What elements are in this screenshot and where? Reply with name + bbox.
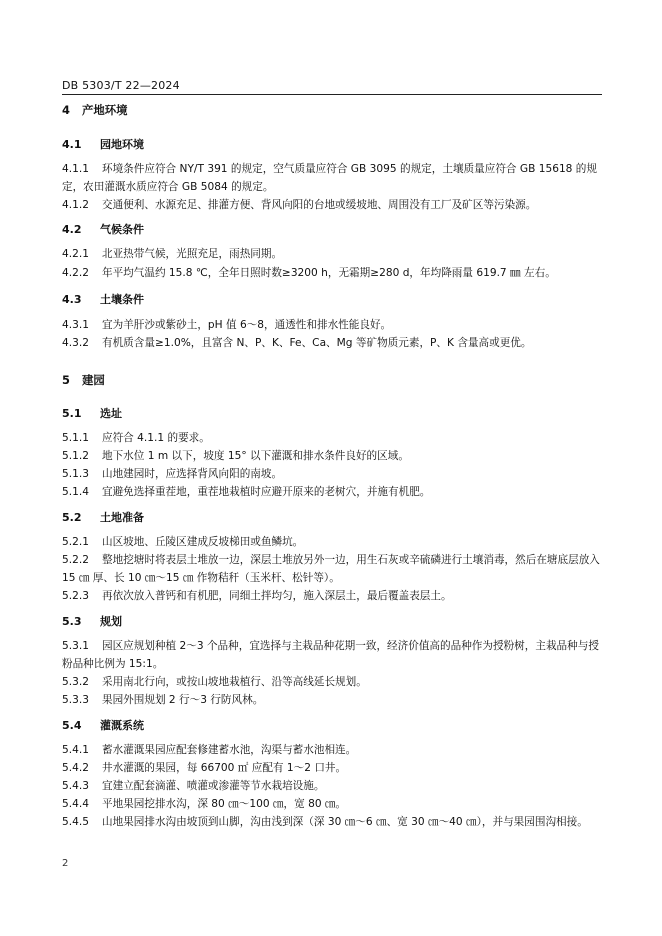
clause-paragraph: [62, 551, 602, 587]
clause-number: 4.1.2: [62, 199, 89, 211]
section-title: 产地环境: [82, 103, 128, 117]
clause-paragraph: [62, 334, 602, 352]
subsection-heading: [62, 613, 602, 631]
clause-number: 5.1.3: [62, 468, 89, 480]
clause-text: 宜避免选择重茬地，重茬地栽植时应避开原来的老树穴，并施有机肥。: [102, 486, 431, 498]
subsection-heading: [62, 717, 602, 735]
subsection-number: 5.4: [62, 719, 82, 732]
clause-text: 有机质含量≥1.0%，且富含 N、P、K、Fe、Ca、Mg 等矿物质元素，P、K 含量高或更优。: [102, 337, 532, 349]
clause-paragraph: [62, 429, 602, 447]
clause-text: 蓄水灌溉果园应配套修建蓄水池，沟渠与蓄水池相连。: [102, 744, 357, 756]
clause-number: 5.4.5: [62, 816, 89, 828]
clause-paragraph: [62, 795, 602, 813]
clause-number: 5.1.4: [62, 486, 89, 498]
clause-paragraph: [62, 759, 602, 777]
clause-paragraph: [62, 637, 602, 673]
clause-text: 宜建立配套滴灌、喷灌或渗灌等节水栽培设施。: [102, 780, 325, 792]
clause-text: 井水灌溉的果园，每 66700 ㎡ 应配有 1～2 口井。: [102, 762, 347, 774]
subsection-heading: [62, 509, 602, 527]
clause-number: 5.3.3: [62, 694, 89, 706]
clause-text: 应符合 4.1.1 的要求。: [102, 432, 210, 444]
subsection-number: 4.3: [62, 293, 82, 306]
subsection-title: 灌溉系统: [100, 719, 144, 732]
clause-number: 5.4.2: [62, 762, 89, 774]
section-number: 4: [62, 103, 70, 117]
subsection-title: 规划: [100, 615, 122, 628]
clause-paragraph: [62, 691, 602, 709]
subsection-number: 5.1: [62, 407, 82, 420]
clause-paragraph: [62, 160, 602, 196]
clause-number: 4.1.1: [62, 163, 89, 175]
clause-number: 5.1.2: [62, 450, 89, 462]
clause-text: 采用南北行向，或按山坡地栽植行、沿等高线延长规划。: [102, 676, 367, 688]
section-heading: [62, 371, 602, 389]
clause-number: 5.2.2: [62, 554, 89, 566]
clause-number: 5.4.4: [62, 798, 89, 810]
clause-text: 宜为羊肝沙或紫砂土，pH 值 6～8，通透性和排水性能良好。: [102, 319, 392, 331]
clause-text: 山地果园排水沟由坡顶到山脚，沟由浅到深（深 30 ㎝～6 ㎝、宽 30 ㎝～40 ㎝），并与果园围沟相接。: [102, 816, 588, 828]
clause-paragraph: [62, 447, 602, 465]
clause-paragraph: [62, 483, 602, 501]
section-heading: [62, 101, 602, 119]
clause-paragraph: [62, 587, 602, 605]
section-number: 5: [62, 373, 70, 387]
subsection-title: 土地准备: [100, 511, 144, 524]
subsection-title: 园地环境: [100, 138, 144, 151]
clause-text: 山地建园时，应选择背风向阳的南坡。: [102, 468, 283, 480]
clause-paragraph: [62, 196, 602, 214]
clause-paragraph: [62, 316, 602, 334]
clause-text: 山区坡地、丘陵区建成反坡梯田或鱼鳞坑。: [102, 536, 304, 548]
subsection-title: 气候条件: [100, 223, 144, 236]
subsection-heading: [62, 136, 602, 154]
clause-paragraph: [62, 245, 602, 263]
subsection-number: 5.2: [62, 511, 82, 524]
clause-text: 园区应规划种植 2～3 个品种，宜选择与主栽品种花期一致，经济价值高的品种作为授粉树，主栽品种与授粉品种比例为 15:1。: [62, 640, 599, 670]
clause-paragraph: [62, 777, 602, 795]
clause-number: 4.2.2: [62, 267, 89, 279]
subsection-number: 4.1: [62, 138, 82, 151]
clause-paragraph: [62, 264, 602, 282]
clause-number: 5.2.3: [62, 590, 89, 602]
clause-paragraph: [62, 813, 602, 831]
subsection-heading: [62, 221, 602, 239]
clause-paragraph: [62, 533, 602, 551]
standard-number-header: DB 5303/T 22—2024: [62, 79, 180, 92]
clause-paragraph: [62, 741, 602, 759]
page-number: 2: [62, 858, 69, 869]
clause-text: 整地挖塘时将表层土堆放一边，深层土堆放另外一边，用生石灰或辛硫磷进行土壤消毒，然后在塘底层放入 15 ㎝ 厚、长 10 ㎝～15 ㎝ 作物秸秆（玉米杆、松针等）。: [62, 554, 600, 584]
section-title: 建园: [82, 373, 105, 387]
clause-number: 5.3.2: [62, 676, 89, 688]
clause-number: 5.2.1: [62, 536, 89, 548]
clause-number: 4.2.1: [62, 248, 89, 260]
subsection-heading: [62, 405, 602, 423]
clause-number: 5.4.1: [62, 744, 89, 756]
clause-text: 北亚热带气候，光照充足，雨热同期。: [102, 248, 283, 260]
clause-number: 5.3.1: [62, 640, 89, 652]
header-rule: [62, 94, 602, 95]
clause-text: 交通便利、水源充足、排灌方便、背风向阳的台地或缓坡地、周围没有工厂及矿区等污染源。: [102, 199, 537, 211]
clause-text: 地下水位 1 m 以下，坡度 15° 以下灌溉和排水条件良好的区域。: [102, 450, 409, 462]
clause-text: 再依次放入普钙和有机肥，同细土拌均匀，施入深层土，最后覆盖表层土。: [102, 590, 452, 602]
subsection-title: 土壤条件: [100, 293, 144, 306]
clause-text: 年平均气温约 15.8 ℃，全年日照时数≥3200 h，无霜期≥280 d，年均降雨量 619.7 ㎜ 左右。: [102, 267, 556, 279]
clause-text: 环境条件应符合 NY/T 391 的规定，空气质量应符合 GB 3095 的规定，土壤质量应符合 GB 15618 的规定，农田灌溉水质应符合 GB 5084 的规定。: [62, 163, 597, 193]
clause-number: 4.3.1: [62, 319, 89, 331]
clause-number: 5.4.3: [62, 780, 89, 792]
subsection-title: 选址: [100, 407, 122, 420]
clause-number: 4.3.2: [62, 337, 89, 349]
subsection-number: 4.2: [62, 223, 82, 236]
clause-text: 平地果园挖排水沟，深 80 ㎝～100 ㎝，宽 80 ㎝。: [102, 798, 347, 810]
clause-text: 果园外围规划 2 行～3 行防风林。: [102, 694, 264, 706]
clause-paragraph: [62, 465, 602, 483]
subsection-number: 5.3: [62, 615, 82, 628]
clause-number: 5.1.1: [62, 432, 89, 444]
subsection-heading: [62, 291, 602, 309]
clause-paragraph: [62, 673, 602, 691]
